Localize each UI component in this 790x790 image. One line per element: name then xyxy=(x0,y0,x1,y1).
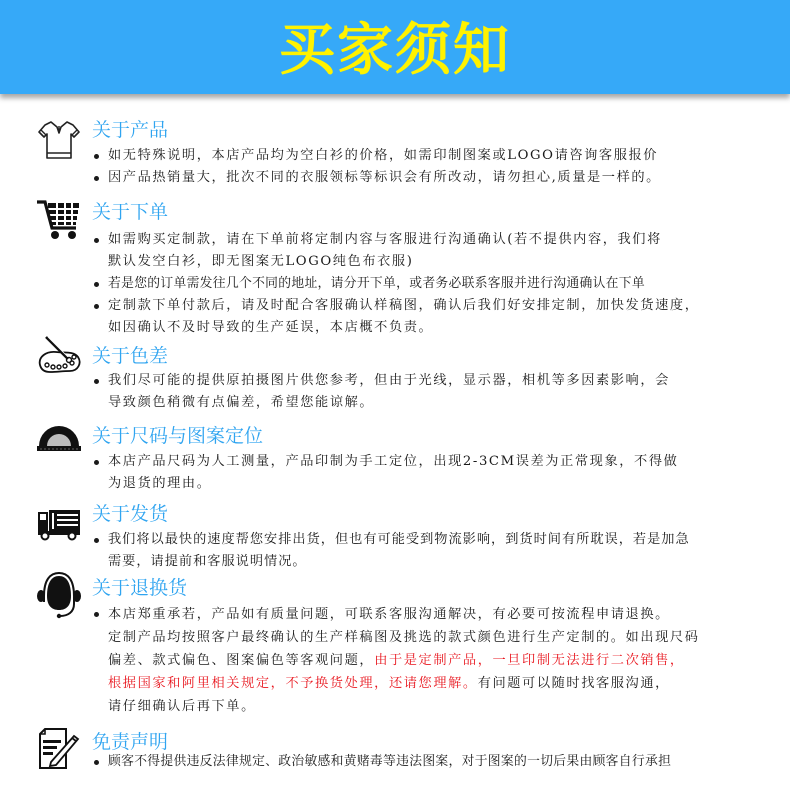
bullet-list xyxy=(92,451,762,495)
bullet-list xyxy=(92,603,762,718)
section-title: 关于尺码与图案定位 xyxy=(92,425,264,447)
bullet-item: 若是您的订单需发往几个不同的地址，请分开下单，或者务必联系客服并进行沟通确认在下单 xyxy=(92,273,762,295)
shopping-cart-icon xyxy=(36,198,82,242)
section-title: 关于发货 xyxy=(92,503,169,525)
bullet-list xyxy=(92,370,762,414)
bullet-list xyxy=(92,145,762,189)
bullet-item: 我们将以最快的速度帮您安排出货，但也有可能受到物流影响，到货时间有所耽误，若是加急 需要，请提前和客服说明情况。 xyxy=(92,529,762,573)
section-title: 关于下单 xyxy=(92,201,169,223)
bullet-item: 顾客不得提供违反法律规定、政治敏感和黄赌毒等违法图案，对于图案的一切后果由顾客自行承担 xyxy=(92,751,762,773)
section-title: 关于退换货 xyxy=(92,577,188,599)
bullet-list xyxy=(92,751,762,773)
bullet-item: 如无特殊说明，本店产品均为空白衫的价格，如需印制图案或LOGO请咨询客服报价 xyxy=(92,145,762,167)
section-title: 关于色差 xyxy=(92,345,169,367)
bullet-item: 因产品热销量大，批次不同的衣服领标等标识会有所改动，请勿担心,质量是一样的。 xyxy=(92,167,762,189)
protractor-icon xyxy=(36,420,82,464)
tshirt-icon xyxy=(36,118,82,162)
highlight-text: 由于是定制产品，一旦印制无法进行二次销售， xyxy=(374,653,685,668)
bullet-item: 定制款下单付款后，请及时配合客服确认样稿图，确认后我们好安排定制，加快发货速度， 如因确认不及时导致的生产延误，本店概不负责。 xyxy=(92,295,762,339)
headset-icon xyxy=(36,572,82,622)
delivery-truck-icon xyxy=(36,502,82,546)
document-edit-icon xyxy=(36,728,82,772)
bullet-item: 本店郑重承若，产品如有质量问题，可联系客服沟通解决，有必要可按流程申请退换。 定制产品均按照客户最终确认的生产样稿图及挑选的款式颜色进行生产定制的。如出现尺码 偏差、款式偏色、图案偏色等客观问题，由于是定制产品，一旦印制无法进行二次销售， 根据国家和阿里相关规定，不予换货处理，还请您理解。有问题可以随时找客服沟通， 请仔细确认后再下单。 xyxy=(92,603,762,718)
bullet-item: 本店产品尺码为人工测量，产品印制为手工定位，出现2-3CM误差为正常现象，不得做 为退货的理由。 xyxy=(92,451,762,495)
section-title: 关于产品 xyxy=(92,119,169,141)
paint-palette-icon xyxy=(36,335,82,379)
page-title: 买家须知 xyxy=(279,18,511,83)
bullet-list xyxy=(92,529,762,573)
bullet-list xyxy=(92,229,762,339)
section-title: 免责声明 xyxy=(92,731,169,753)
header-banner xyxy=(0,0,790,94)
highlight-text: 根据国家和阿里相关规定，不予换货处理，还请您理解。 xyxy=(108,676,478,691)
bullet-item: 如需购买定制款，请在下单前将定制内容与客服进行沟通确认(若不提供内容，我们将 默认发空白衫，即无图案无LOGO纯色布衣服) xyxy=(92,229,762,273)
bullet-item: 我们尽可能的提供原拍摄图片供您参考，但由于光线，显示器，相机等多因素影响，会 导致颜色稍微有点偏差，希望您能谅解。 xyxy=(92,370,762,414)
